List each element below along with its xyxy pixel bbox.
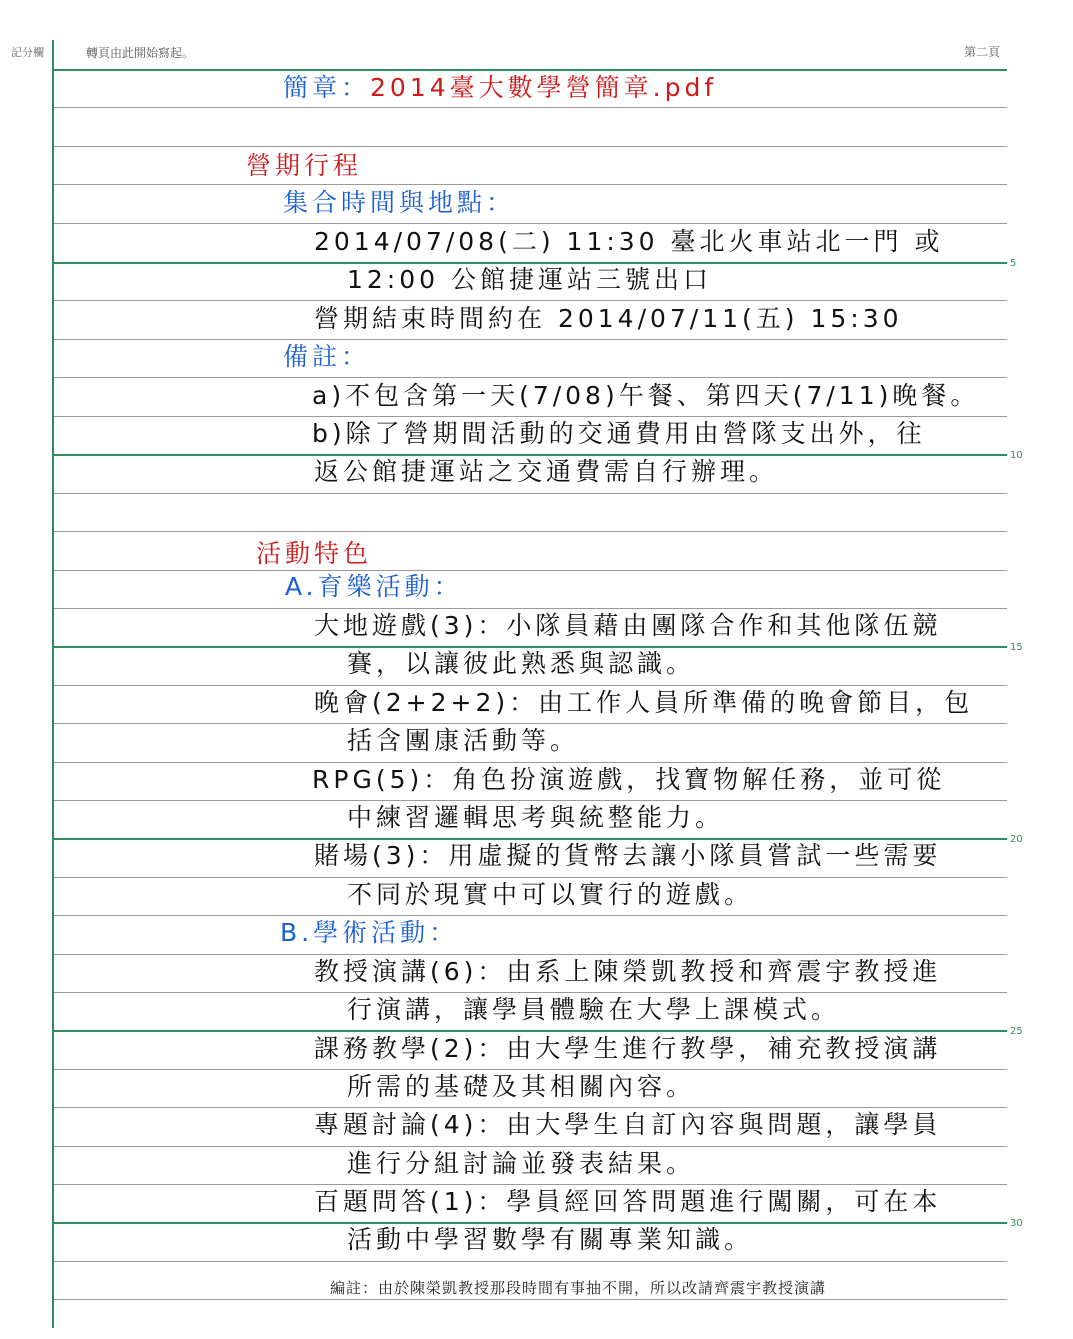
- ruled-line-major: [52, 1030, 1007, 1032]
- academic-item-line: 所需的基礎及其相關內容。: [347, 1072, 696, 1101]
- features-heading: 活動特色: [256, 539, 373, 568]
- ruled-line: [52, 377, 1007, 378]
- academic-label: B.學術活動：: [280, 918, 459, 947]
- ruled-line: [52, 1184, 1007, 1185]
- ruled-line: [52, 877, 1007, 878]
- line-number: 10: [1010, 450, 1023, 461]
- note-b-line-2: 返公館捷運站之交通費需自行辦理。: [314, 457, 779, 486]
- ruled-line: [52, 915, 1007, 916]
- ruled-line: [52, 685, 1007, 686]
- recreation-item-line: 括含團康活動等。: [347, 726, 580, 755]
- ruled-line: [52, 570, 1007, 571]
- brochure-file-link[interactable]: 2014臺大數學營簡章.pdf: [370, 73, 718, 102]
- ruled-line: [52, 992, 1007, 993]
- margin-line: [52, 40, 54, 1328]
- ruled-line-major: [52, 454, 1007, 456]
- line-number: 20: [1010, 834, 1023, 845]
- meet-label: 集合時間與地點：: [283, 188, 516, 217]
- line-number: 25: [1010, 1026, 1023, 1037]
- meet-line-1: 2014/07/08(二) 11:30 臺北火車站北一門 或: [314, 227, 944, 256]
- ruled-line: [52, 1299, 1007, 1300]
- ruled-line: [52, 300, 1007, 301]
- brochure-label: 簡章：: [283, 73, 371, 102]
- recreation-label: A.育樂活動：: [285, 572, 463, 601]
- schedule-heading: 營期行程: [246, 151, 363, 180]
- ruled-line: [52, 107, 1007, 108]
- recreation-item-line: 不同於現實中可以實行的遊戲。: [347, 880, 754, 909]
- recreation-item-line: 賽，以讓彼此熟悉與認識。: [347, 649, 696, 678]
- recreation-item-line: RPG(5)：角色扮演遊戲，找寶物解任務，並可從: [312, 765, 946, 794]
- end-time-line: 營期結束時間約在 2014/07/11(五) 15:30: [314, 304, 903, 333]
- ruled-line-major: [52, 1222, 1007, 1224]
- line-number: 15: [1010, 642, 1023, 653]
- academic-item-line: 進行分組討論並發表結果。: [347, 1149, 696, 1178]
- recreation-item-line: 中練習邏輯思考與統整能力。: [347, 803, 725, 832]
- ruled-line-major: [52, 646, 1007, 648]
- academic-item-line: 專題討論(4)：由大學生自訂內容與問題，讓學員: [314, 1110, 942, 1139]
- academic-item-line: 課務教學(2)：由大學生進行教學，補充教授演講: [314, 1034, 942, 1063]
- ruled-line: [52, 416, 1007, 417]
- editor-footnote: 編註：由於陳榮凱教授那段時間有事抽不開，所以改請齊震宇教授演講: [330, 1279, 827, 1297]
- academic-item-line: 活動中學習數學有關專業知識。: [347, 1225, 754, 1254]
- line-number: 5: [1010, 258, 1017, 269]
- continue-note: 轉頁由此開始寫起。: [86, 46, 195, 60]
- line-number: 30: [1010, 1218, 1023, 1229]
- ruled-line-major: [52, 262, 1007, 264]
- ruled-line: [52, 493, 1007, 494]
- academic-item-line: 行演講，讓學員體驗在大學上課模式。: [347, 995, 841, 1024]
- ruled-line: [52, 1261, 1007, 1262]
- academic-item-line: 教授演講(6)：由系上陳榮凱教授和齊震宇教授進: [314, 957, 942, 986]
- brochure-title: [283, 73, 717, 103]
- ruled-line: [52, 800, 1007, 801]
- academic-item-line: 百題問答(1)：學員經回答問題進行闖關，可在本: [314, 1187, 942, 1216]
- ruled-line: [52, 1146, 1007, 1147]
- ruled-line: [52, 608, 1007, 609]
- ruled-line: [52, 339, 1007, 340]
- ruled-line-major: [52, 838, 1007, 840]
- ruled-line: [52, 531, 1007, 532]
- ruled-line: [52, 723, 1007, 724]
- meet-line-2: 12:00 公館捷運站三號出口: [347, 265, 712, 294]
- score-column-label: 記分欄: [11, 46, 44, 59]
- note-b-line-1: b)除了營期間活動的交通費用由營隊支出外，往: [312, 419, 926, 448]
- ruled-line: [52, 954, 1007, 955]
- ruled-line: [52, 1069, 1007, 1070]
- recreation-item-line: 賭場(3)：用虛擬的貨幣去讓小隊員嘗試一些需要: [314, 841, 942, 870]
- notes-label: 備註：: [283, 342, 371, 371]
- ruled-line: [52, 223, 1007, 224]
- ruled-line: [52, 1107, 1007, 1108]
- recreation-item-line: 晚會(2+2+2)：由工作人員所準備的晚會節目，包: [314, 688, 974, 717]
- page-number: 第二頁: [964, 45, 1001, 59]
- ruled-line: [52, 184, 1007, 185]
- recreation-item-line: 大地遊戲(3)：小隊員藉由團隊合作和其他隊伍競: [314, 611, 942, 640]
- ruled-line: [52, 69, 1007, 71]
- ruled-line: [52, 146, 1007, 147]
- ruled-line: [52, 762, 1007, 763]
- note-a: a)不包含第一天(7/08)午餐、第四天(7/11)晚餐。: [312, 381, 980, 410]
